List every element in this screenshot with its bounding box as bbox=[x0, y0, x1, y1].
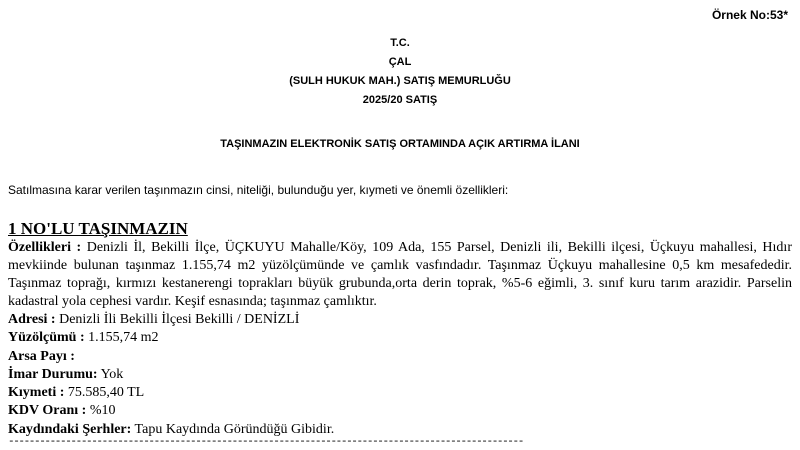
field-value: Yok bbox=[100, 366, 124, 382]
field-value: %10 bbox=[89, 403, 116, 419]
header-line-file: 2025/20 SATIŞ bbox=[362, 94, 438, 106]
header-line-tc: T.C. bbox=[390, 37, 410, 49]
announcement-title: TAŞINMAZIN ELEKTRONİK SATIŞ ORTAMINDA AÇIK ARTIRMA İLANI bbox=[220, 138, 580, 150]
field-vat-rate bbox=[8, 402, 792, 420]
property-heading: 1 NO'LU TAŞINMAZIN bbox=[8, 219, 188, 238]
field-label: Adresi : bbox=[8, 312, 56, 327]
dashed-divider: --------------------------------------------------------------------------------------------------- bbox=[8, 436, 523, 448]
field-label: Arsa Payı : bbox=[8, 348, 75, 364]
property-features bbox=[8, 239, 792, 311]
field-label: Yüzölçümü : bbox=[8, 330, 85, 346]
field-value: 75.585,40 TL bbox=[67, 385, 145, 401]
intro-text: Satılmasına karar verilen taşınmazın cinsi, niteliği, bulunduğu yer, kıymeti ve önemli özellikleri: bbox=[8, 183, 509, 197]
field-label: Kıymeti : bbox=[8, 385, 65, 401]
property-section bbox=[8, 219, 792, 439]
header-line-cal: ÇAL bbox=[388, 56, 412, 68]
field-address bbox=[8, 311, 792, 329]
field-label: İmar Durumu: bbox=[8, 366, 98, 382]
field-land-share bbox=[8, 348, 792, 366]
features-label: Özellikleri : bbox=[8, 240, 82, 255]
document-header bbox=[0, 34, 800, 110]
sample-number: Örnek No:53* bbox=[711, 8, 788, 22]
field-value: 1.155,74 m2 bbox=[88, 330, 159, 346]
header-line-office: (SULH HUKUK MAH.) SATIŞ MEMURLUĞU bbox=[289, 75, 511, 87]
field-label: Kaydındaki Şerhler: bbox=[8, 421, 132, 437]
features-text: Denizli İl, Bekilli İlçe, ÜÇKUYU Mahalle/Köy, 109 Ada, 155 Parsel, Denizli ili, Bekilli ilçesi, Üçkuyu mahallesi, Hıdır mevkiinde bulunan taşınmaz 1.155,74 m2 yüzölçümünde ve çamlık vasfındadır. Taşınmaz Üçkuyu mahallesine 0,5 km mesafededir. Taşınmaz toprağı, kırmızı kestanerengi toprakları büyük grubunda,orta derin toprak, %5-6 eğimli, 3. sınıf kuru tarım arazidir. Parselin kadastral yola cephesi vardır. Keşif esnasında; taşınmaz çamlıktır. bbox=[8, 240, 792, 309]
field-value: Denizli İli Bekilli İlçesi Bekilli / DENİZLİ bbox=[59, 312, 300, 327]
field-value-amount bbox=[8, 384, 792, 402]
field-label: KDV Oranı : bbox=[8, 403, 87, 419]
field-value: Tapu Kaydında Göründüğü Gibidir. bbox=[134, 421, 335, 437]
field-zoning bbox=[8, 366, 792, 384]
field-area bbox=[8, 329, 792, 347]
